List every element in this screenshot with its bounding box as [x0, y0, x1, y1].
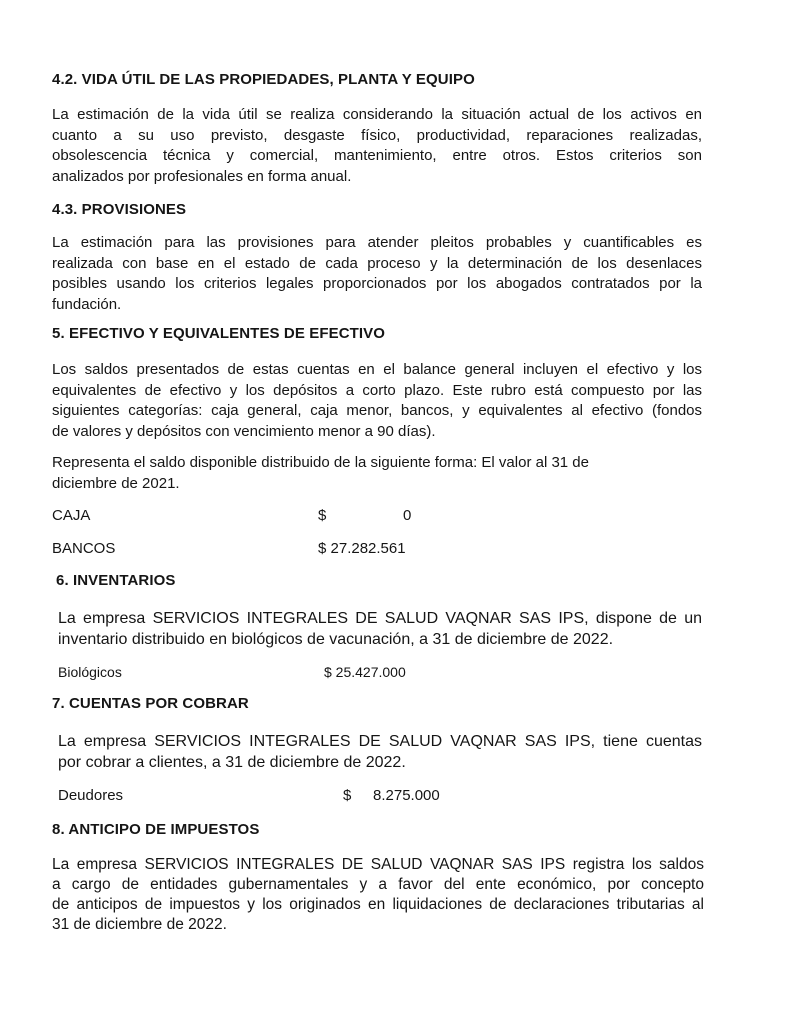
paragraph-vida-util: La estimación de la vida útil se realiza considerando la situación actual de los activos en cuanto a su uso previsto, desgaste físico, productividad, reparaciones realizadas, obsolescencia técnica y comercial, mantenimiento, entre otros. Estos criterios son analizados por profesionales en forma anual. [52, 106, 702, 185]
paragraph-efectivo: Los saldos presentados de estas cuentas en el balance general incluyen el efectivo y los equivalentes de efectivo y los depósitos a corto plazo. Este rubro está compuesto por las siguientes categorías: caja general, caja menor, bancos, y equivalentes al efectivo (fondos de valores y depósitos con vencimiento menor a 90 días). [52, 361, 702, 440]
heading-8: 8. ANTICIPO DE IMPUESTOS [52, 821, 260, 838]
paragraph-inventarios: La empresa SERVICIOS INTEGRALES DE SALUD VAQNAR SAS IPS, dispone de un inventario distribuido en biológicos de vacunación, a 31 de diciembre de 2022. [58, 610, 702, 648]
heading-6: 6. INVENTARIOS [56, 572, 176, 589]
biologicos-value: $ 25.427.000 [324, 664, 406, 680]
caja-value: 0 [403, 507, 412, 524]
heading-4-2: 4.2. VIDA ÚTIL DE LAS PROPIEDADES, PLANTA Y EQUIPO [52, 71, 475, 88]
deudores-label: Deudores [58, 787, 124, 804]
biologicos-label: Biológicos [58, 664, 122, 680]
deudores-value: 8.275.000 [373, 787, 440, 804]
caja-label: CAJA [52, 507, 91, 524]
heading-7: 7. CUENTAS POR COBRAR [52, 695, 249, 712]
bancos-label: BANCOS [52, 540, 116, 557]
deudores-currency: $ [343, 787, 352, 804]
paragraph-saldo-disponible: Representa el saldo disponible distribuido de la siguiente forma: El valor al 31 de diciembre de 2021. [52, 454, 589, 492]
heading-4-3: 4.3. PROVISIONES [52, 201, 187, 218]
paragraph-provisiones: La estimación para las provisiones para atender pleitos probables y cuantificables es realizada con base en el estado de cada proceso y la determinación de los desenlaces posibles usando los criterios legales proporcionados por los abogados contratados por la fundación. [52, 234, 702, 313]
bancos-value: $ 27.282.561 [318, 540, 406, 557]
heading-5: 5. EFECTIVO Y EQUIVALENTES DE EFECTIVO [52, 325, 386, 342]
paragraph-cuentas-por-cobrar: La empresa SERVICIOS INTEGRALES DE SALUD VAQNAR SAS IPS, tiene cuentas por cobrar a clientes, a 31 de diciembre de 2022. [58, 733, 702, 771]
paragraph-anticipo-impuestos: La empresa SERVICIOS INTEGRALES DE SALUD VAQNAR SAS IPS registra los saldos a cargo de entidades gubernamentales y a favor del ente económico, por concepto de anticipos de impuestos y los originados en liquidaciones de declaraciones tributarias al 31 de diciembre de 2022. [52, 856, 704, 933]
caja-currency: $ [318, 507, 327, 524]
